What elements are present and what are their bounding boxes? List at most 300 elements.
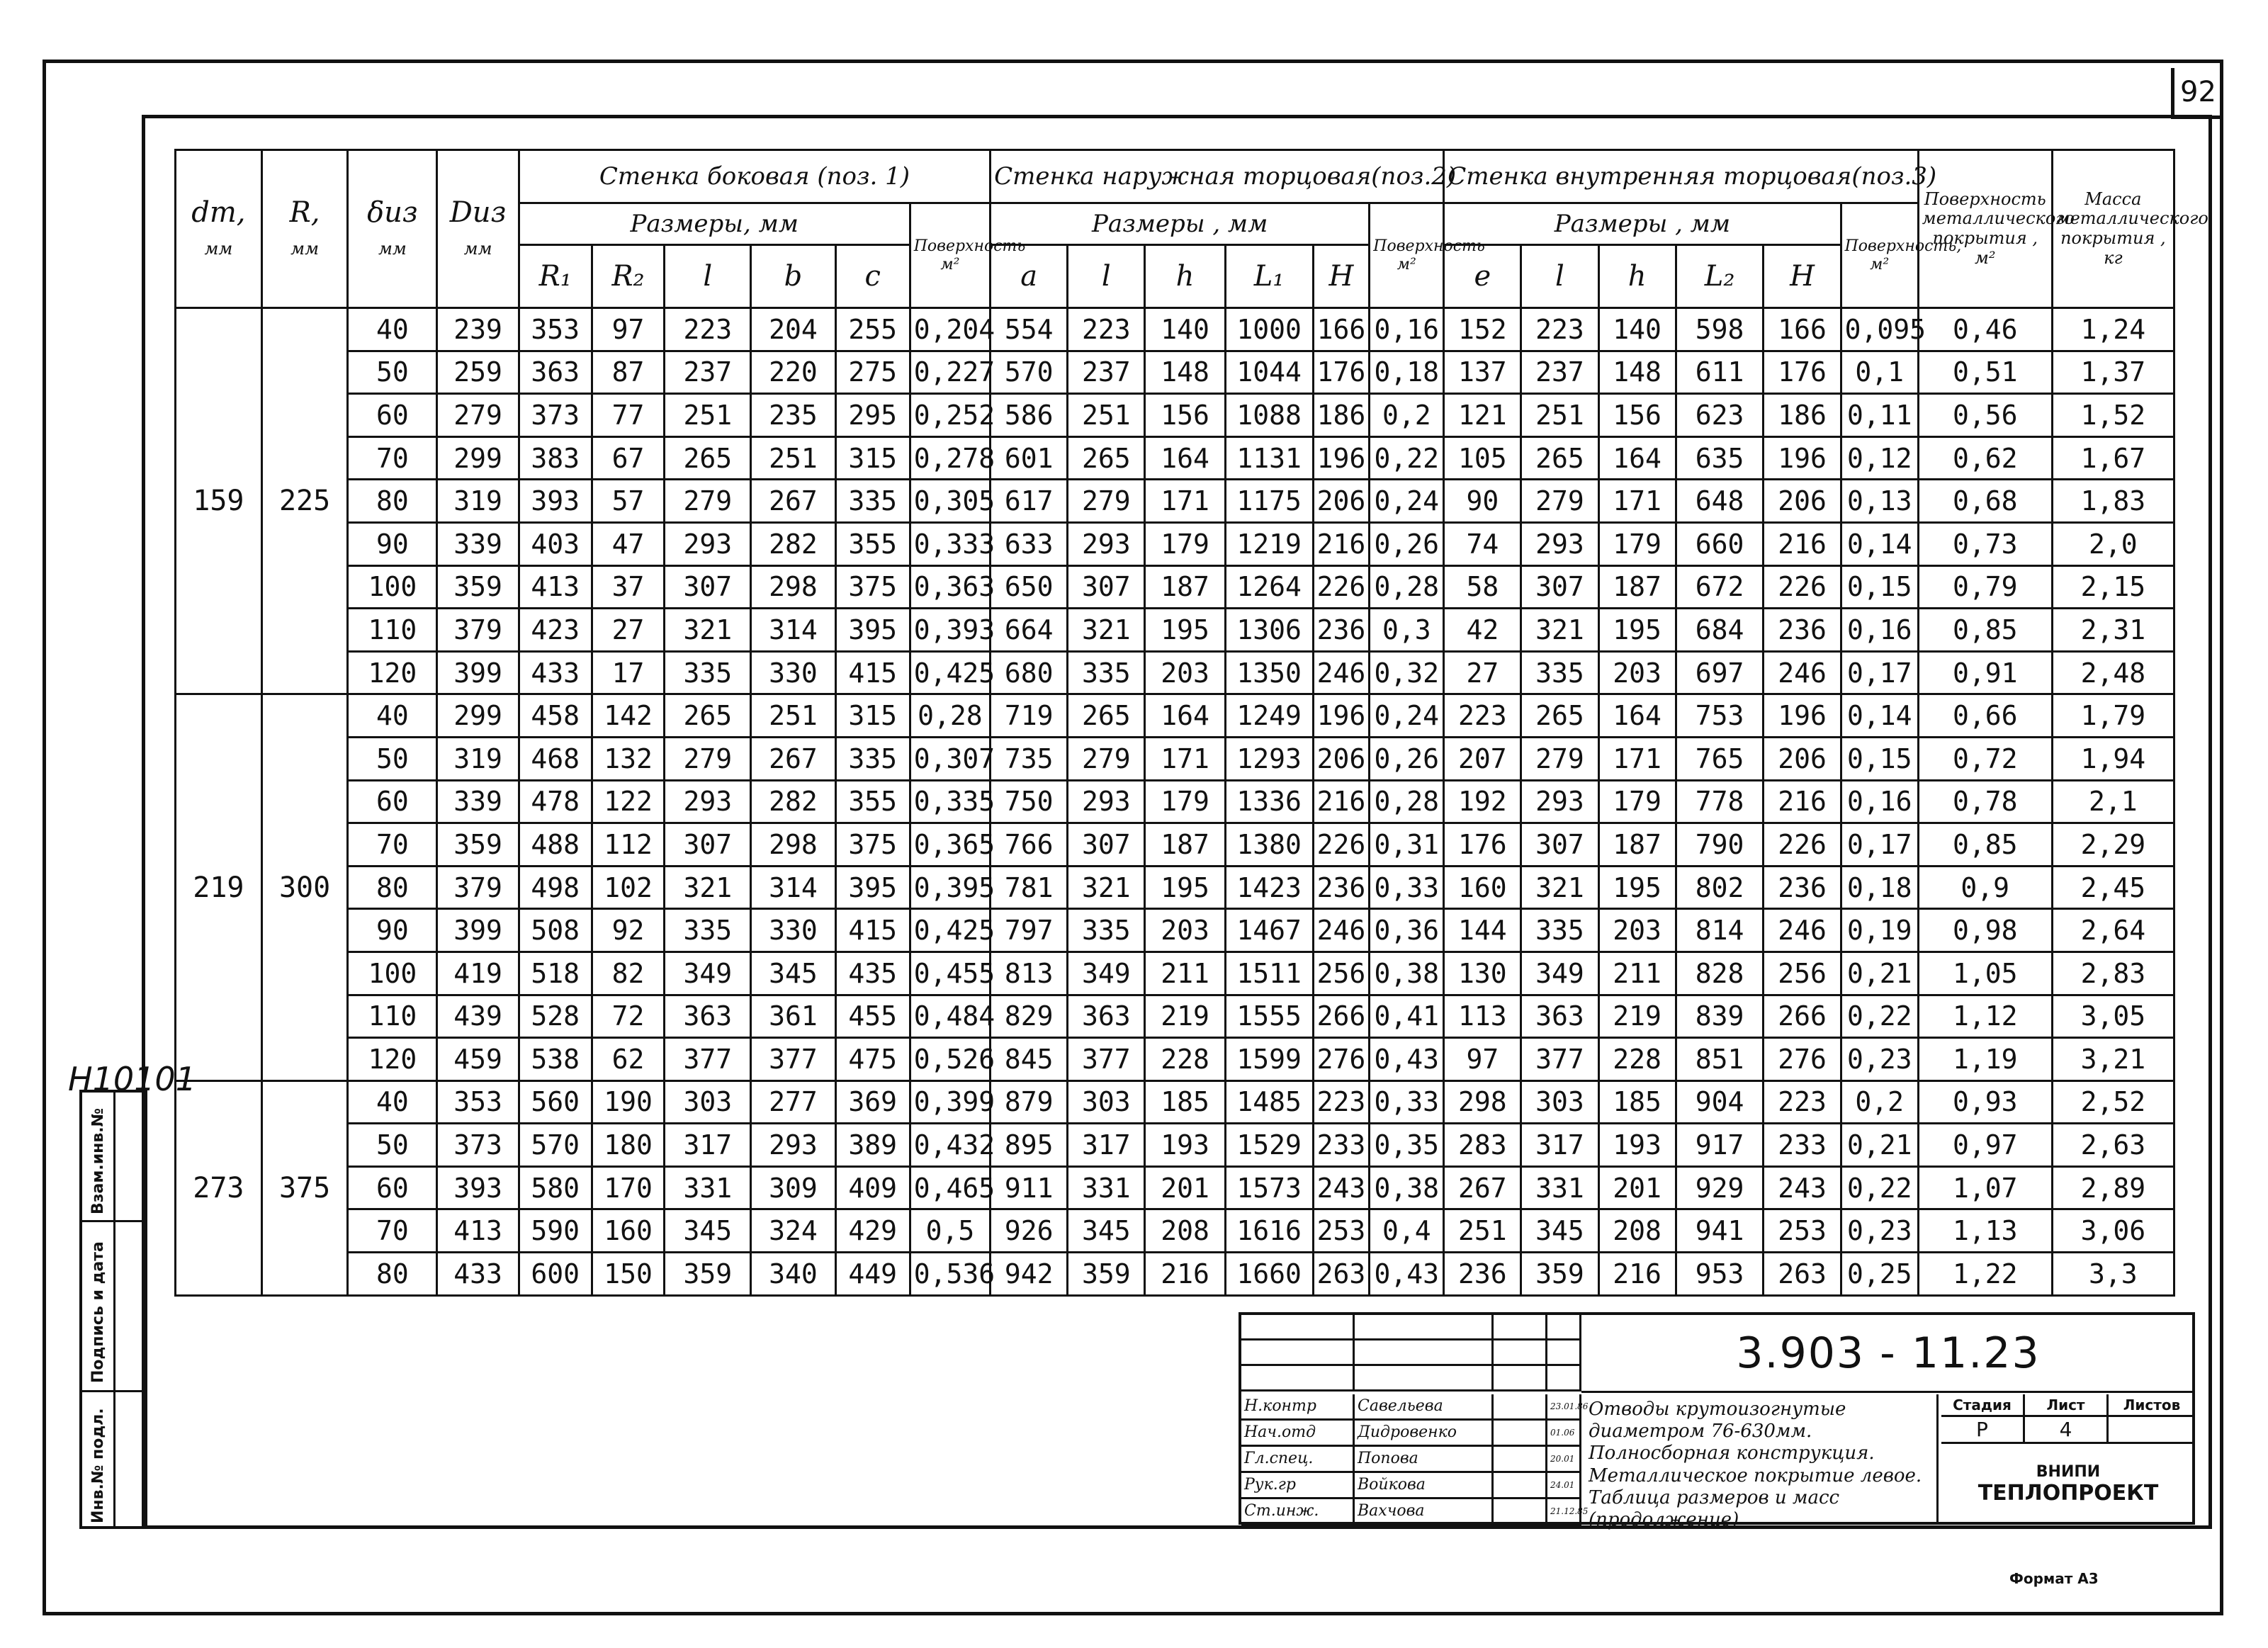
table-cell: 140 <box>1145 308 1225 351</box>
table-cell: 813 <box>991 952 1068 995</box>
table-cell: 0,5 <box>910 1209 990 1253</box>
table-cell: 277 <box>751 1080 836 1124</box>
table-cell: 279 <box>1521 737 1598 780</box>
col-h-outer: h <box>1145 245 1225 308</box>
table-cell: 256 <box>1313 952 1370 995</box>
header-side-wall: Стенка боковая (поз. 1) <box>519 150 990 203</box>
table-cell: 1467 <box>1225 909 1313 952</box>
table-cell: 598 <box>1676 308 1764 351</box>
header-surface-2: Поверхность м² <box>1370 203 1444 308</box>
table-cell: 735 <box>991 737 1068 780</box>
table-cell: 335 <box>1068 651 1145 694</box>
signer-date: 21.12.85 <box>1547 1499 1581 1525</box>
table-cell: 196 <box>1764 436 1841 480</box>
table-cell: 130 <box>1444 952 1521 995</box>
table-cell: 193 <box>1598 1124 1676 1167</box>
table-cell: 0,333 <box>910 522 990 565</box>
col-b: b <box>751 245 836 308</box>
header-surface-1: Поверхность м² <box>910 203 990 308</box>
table-cell: 475 <box>835 1038 910 1081</box>
table-cell: 498 <box>519 866 592 909</box>
table-cell: 0,227 <box>910 351 990 394</box>
signer-name: Войкова <box>1355 1473 1494 1499</box>
table-cell: 60 <box>348 394 437 437</box>
table-cell: 433 <box>437 1253 519 1296</box>
table-cell: 697 <box>1676 651 1764 694</box>
table-cell: 672 <box>1676 565 1764 609</box>
table-cell: 335 <box>835 480 910 523</box>
table-cell: 87 <box>592 351 665 394</box>
table-cell: 148 <box>1598 351 1676 394</box>
empty-cell <box>1547 1315 1581 1341</box>
table-cell: 2,89 <box>2052 1166 2174 1209</box>
table-cell: 335 <box>665 909 751 952</box>
table-cell: 2,63 <box>2052 1124 2174 1167</box>
table-cell: 100 <box>348 565 437 609</box>
signature-mark <box>1494 1421 1547 1447</box>
table-cell: 1175 <box>1225 480 1313 523</box>
col-l-inner: l <box>1521 245 1598 308</box>
table-row <box>176 909 2174 952</box>
table-cell: 303 <box>1521 1080 1598 1124</box>
table-cell: 851 <box>1676 1038 1764 1081</box>
table-cell: 2,31 <box>2052 609 2174 652</box>
table-cell: 415 <box>835 651 910 694</box>
table-cell: 192 <box>1444 780 1521 823</box>
table-cell: 1616 <box>1225 1209 1313 1253</box>
table-cell: 321 <box>665 609 751 652</box>
table-cell: 1599 <box>1225 1038 1313 1081</box>
table-cell: 246 <box>1764 909 1841 952</box>
table-cell: 413 <box>437 1209 519 1253</box>
table-cell: 379 <box>437 866 519 909</box>
table-cell: 2,15 <box>2052 565 2174 609</box>
table-cell: 1573 <box>1225 1166 1313 1209</box>
table-cell: 166 <box>1764 308 1841 351</box>
table-cell: 778 <box>1676 780 1764 823</box>
table-cell: 433 <box>519 651 592 694</box>
table-cell: 828 <box>1676 952 1764 995</box>
table-cell: 648 <box>1676 480 1764 523</box>
table-cell: 0,93 <box>1918 1080 2052 1124</box>
table-cell: 251 <box>1444 1209 1521 1253</box>
table-cell: 186 <box>1764 394 1841 437</box>
table-cell: 375 <box>835 565 910 609</box>
table-cell: 379 <box>437 609 519 652</box>
table-cell: 538 <box>519 1038 592 1081</box>
table-row <box>176 1124 2174 1167</box>
col-c: c <box>835 245 910 308</box>
table-cell: 279 <box>1521 480 1598 523</box>
table-cell: 265 <box>1521 694 1598 738</box>
table-cell: 0,24 <box>1370 480 1444 523</box>
table-cell: 0,425 <box>910 651 990 694</box>
table-cell: 237 <box>1521 351 1598 394</box>
table-cell: 1219 <box>1225 522 1313 565</box>
table-cell: 77 <box>592 394 665 437</box>
table-cell: 142 <box>592 694 665 738</box>
table-cell: 359 <box>437 565 519 609</box>
table-cell: 766 <box>991 823 1068 867</box>
table-cell: 0,85 <box>1918 823 2052 867</box>
table-cell: 321 <box>1521 866 1598 909</box>
table-cell: 317 <box>1068 1124 1145 1167</box>
table-cell: 926 <box>991 1209 1068 1253</box>
table-cell: 171 <box>1145 480 1225 523</box>
table-cell: 279 <box>665 480 751 523</box>
table-cell: 195 <box>1598 866 1676 909</box>
col-l: l <box>665 245 751 308</box>
table-cell: 941 <box>1676 1209 1764 1253</box>
table-cell: 1249 <box>1225 694 1313 738</box>
table-cell: 349 <box>1068 952 1145 995</box>
table-cell: 0,22 <box>1370 436 1444 480</box>
table-cell: 193 <box>1145 1124 1225 1167</box>
table-cell: 211 <box>1145 952 1225 995</box>
table-cell: 293 <box>1068 522 1145 565</box>
table-cell: 166 <box>1313 308 1370 351</box>
table-cell: 275 <box>835 351 910 394</box>
signature-mark <box>1494 1394 1547 1421</box>
table-cell: 110 <box>348 609 437 652</box>
table-cell: 1511 <box>1225 952 1313 995</box>
table-cell: 0,21 <box>1841 952 1918 995</box>
sheet-number: 92 <box>2171 68 2222 119</box>
table-cell: 0,46 <box>1918 308 2052 351</box>
table-cell: 187 <box>1145 565 1225 609</box>
table-cell: 1485 <box>1225 1080 1313 1124</box>
table-cell: 1350 <box>1225 651 1313 694</box>
sheet-label: Лист <box>2025 1394 2109 1417</box>
table-cell: 100 <box>348 952 437 995</box>
table-cell: 299 <box>437 694 519 738</box>
table-cell: 0,335 <box>910 780 990 823</box>
group-dt: 219 <box>176 694 262 1080</box>
table-cell: 233 <box>1764 1124 1841 1167</box>
table-cell: 335 <box>665 651 751 694</box>
table-cell: 0,252 <box>910 394 990 437</box>
table-cell: 0,19 <box>1841 909 1918 952</box>
table-cell: 0,15 <box>1841 565 1918 609</box>
table-cell: 560 <box>519 1080 592 1124</box>
table-cell: 1,83 <box>2052 480 2174 523</box>
group-dt: 159 <box>176 308 262 694</box>
table-cell: 1,05 <box>1918 952 2052 995</box>
table-cell: 349 <box>1521 952 1598 995</box>
organization <box>1941 1444 2195 1525</box>
table-cell: 1,22 <box>1918 1253 2052 1296</box>
table-cell: 314 <box>751 866 836 909</box>
table-cell: 419 <box>437 952 519 995</box>
empty-cell <box>1241 1315 1355 1341</box>
table-cell: 953 <box>1676 1253 1764 1296</box>
table-cell: 40 <box>348 694 437 738</box>
table-cell: 1,37 <box>2052 351 2174 394</box>
table-cell: 1660 <box>1225 1253 1313 1296</box>
table-cell: 2,48 <box>2052 651 2174 694</box>
table-cell: 797 <box>991 909 1068 952</box>
table-cell: 279 <box>1068 480 1145 523</box>
header-outer-end-wall: Стенка наружная торцовая(поз.2) <box>991 150 1444 203</box>
table-cell: 363 <box>1521 995 1598 1038</box>
table-cell: 303 <box>1068 1080 1145 1124</box>
table-cell: 911 <box>991 1166 1068 1209</box>
table-cell: 3,21 <box>2052 1038 2174 1081</box>
table-cell: 335 <box>1068 909 1145 952</box>
table-cell: 282 <box>751 780 836 823</box>
table-cell: 90 <box>348 522 437 565</box>
empty-cell <box>1355 1315 1494 1341</box>
table-cell: 1,67 <box>2052 436 2174 480</box>
table-cell: 105 <box>1444 436 1521 480</box>
table-cell: 299 <box>437 436 519 480</box>
signature-grid <box>1241 1315 1589 1528</box>
table-cell: 1529 <box>1225 1124 1313 1167</box>
table-cell: 113 <box>1444 995 1521 1038</box>
table-cell: 0,35 <box>1370 1124 1444 1167</box>
table-cell: 0,3 <box>1370 609 1444 652</box>
table-cell: 0,41 <box>1370 995 1444 1038</box>
table-cell: 223 <box>1521 308 1598 351</box>
table-cell: 393 <box>519 480 592 523</box>
table-cell: 331 <box>665 1166 751 1209</box>
table-cell: 0,13 <box>1841 480 1918 523</box>
col-r2: R₂ <box>592 245 665 308</box>
table-cell: 1336 <box>1225 780 1313 823</box>
table-cell: 0,12 <box>1841 436 1918 480</box>
header-inner-end-wall: Стенка внутренняя торцовая(поз.3) <box>1444 150 1919 203</box>
table-cell: 180 <box>592 1124 665 1167</box>
table-cell: 1131 <box>1225 436 1313 480</box>
signer-name: Попова <box>1355 1447 1494 1473</box>
table-cell: 377 <box>1521 1038 1598 1081</box>
title-block <box>1239 1312 2195 1530</box>
table-cell: 0,395 <box>910 866 990 909</box>
table-cell: 0,526 <box>910 1038 990 1081</box>
table-cell: 359 <box>437 823 519 867</box>
table-cell: 243 <box>1313 1166 1370 1209</box>
table-row <box>176 522 2174 565</box>
table-cell: 263 <box>1764 1253 1841 1296</box>
header-mass-metal: Масса металлического покрытия , кг <box>2052 150 2174 308</box>
table-cell: 353 <box>437 1080 519 1124</box>
table-cell: 403 <box>519 522 592 565</box>
table-cell: 164 <box>1598 694 1676 738</box>
table-cell: 2,1 <box>2052 780 2174 823</box>
table-row <box>176 823 2174 867</box>
table-cell: 3,05 <box>2052 995 2174 1038</box>
table-cell: 263 <box>1313 1253 1370 1296</box>
table-cell: 206 <box>1764 737 1841 780</box>
table-cell: 112 <box>592 823 665 867</box>
table-cell: 0,33 <box>1370 1080 1444 1124</box>
table-cell: 40 <box>348 1080 437 1124</box>
table-cell: 623 <box>1676 394 1764 437</box>
table-cell: 279 <box>665 737 751 780</box>
table-cell: 611 <box>1676 351 1764 394</box>
table-cell: 50 <box>348 1124 437 1167</box>
table-cell: 459 <box>437 1038 519 1081</box>
table-cell: 156 <box>1145 394 1225 437</box>
table-cell: 239 <box>437 308 519 351</box>
table-cell: 120 <box>348 651 437 694</box>
table-cell: 279 <box>437 394 519 437</box>
table-cell: 781 <box>991 866 1068 909</box>
table-cell: 617 <box>991 480 1068 523</box>
signer-name: Дидровенко <box>1355 1421 1494 1447</box>
table-cell: 814 <box>1676 909 1764 952</box>
table-cell: 0,31 <box>1370 823 1444 867</box>
table-cell: 389 <box>835 1124 910 1167</box>
table-cell: 0,15 <box>1841 737 1918 780</box>
table-cell: 122 <box>592 780 665 823</box>
table-cell: 160 <box>1444 866 1521 909</box>
table-cell: 276 <box>1764 1038 1841 1081</box>
table-cell: 121 <box>1444 394 1521 437</box>
col-hh-outer: H <box>1313 245 1370 308</box>
table-cell: 0,4 <box>1370 1209 1444 1253</box>
table-cell: 203 <box>1145 909 1225 952</box>
table-cell: 315 <box>835 694 910 738</box>
table-cell: 90 <box>348 909 437 952</box>
table-cell: 276 <box>1313 1038 1370 1081</box>
table-row <box>176 1080 2174 1124</box>
table-cell: 339 <box>437 780 519 823</box>
table-cell: 508 <box>519 909 592 952</box>
side-stamp <box>79 1090 147 1529</box>
table-cell: 315 <box>835 436 910 480</box>
table-cell: 929 <box>1676 1166 1764 1209</box>
table-row <box>176 694 2174 738</box>
table-cell: 120 <box>348 1038 437 1081</box>
table-cell: 321 <box>1068 609 1145 652</box>
signer-name: Вахчова <box>1355 1499 1494 1525</box>
table-cell: 3,3 <box>2052 1253 2174 1296</box>
table-cell: 321 <box>665 866 751 909</box>
table-cell: 223 <box>1313 1080 1370 1124</box>
table-cell: 298 <box>751 565 836 609</box>
table-cell: 0,2 <box>1841 1080 1918 1124</box>
table-cell: 570 <box>519 1124 592 1167</box>
table-cell: 0,51 <box>1918 351 2052 394</box>
table-cell: 208 <box>1598 1209 1676 1253</box>
table-cell: 314 <box>751 609 836 652</box>
table-cell: 321 <box>1068 866 1145 909</box>
table-cell: 0,28 <box>1370 565 1444 609</box>
table-cell: 190 <box>592 1080 665 1124</box>
table-cell: 97 <box>592 308 665 351</box>
header-r: R, мм <box>261 150 348 308</box>
table-cell: 349 <box>665 952 751 995</box>
table-cell: 196 <box>1313 436 1370 480</box>
table-cell: 439 <box>437 995 519 1038</box>
table-row <box>176 609 2174 652</box>
table-cell: 0,465 <box>910 1166 990 1209</box>
table-row <box>176 651 2174 694</box>
table-cell: 399 <box>437 651 519 694</box>
signer-date: 23.01.86 <box>1547 1394 1581 1421</box>
stamp-label-inv: Инв.№ подл. <box>89 1408 107 1523</box>
col-l2: L₂ <box>1676 245 1764 308</box>
table-cell: 228 <box>1145 1038 1225 1081</box>
table-cell: 355 <box>835 780 910 823</box>
table-cell: 0,85 <box>1918 609 2052 652</box>
header-sizes-1: Размеры, мм <box>519 203 910 245</box>
table-cell: 282 <box>751 522 836 565</box>
signer-name: Савельева <box>1355 1394 1494 1421</box>
table-cell: 228 <box>1598 1038 1676 1081</box>
table-cell: 110 <box>348 995 437 1038</box>
signer-role: Гл.спец. <box>1241 1447 1355 1473</box>
table-cell: 265 <box>665 436 751 480</box>
table-cell: 802 <box>1676 866 1764 909</box>
table-cell: 415 <box>835 909 910 952</box>
table-cell: 67 <box>592 436 665 480</box>
table-cell: 216 <box>1598 1253 1676 1296</box>
stage-value: Р <box>1941 1417 2025 1444</box>
table-cell: 1,24 <box>2052 308 2174 351</box>
table-cell: 2,45 <box>2052 866 2174 909</box>
table-cell: 0,14 <box>1841 522 1918 565</box>
table-cell: 790 <box>1676 823 1764 867</box>
table-cell: 0,16 <box>1370 308 1444 351</box>
signer-date: 24.01 <box>1547 1473 1581 1499</box>
table-cell: 255 <box>835 308 910 351</box>
header-delta-iz: δиз мм <box>348 150 437 308</box>
document-code: 3.903 - 11.23 <box>1581 1315 2195 1393</box>
table-cell: 293 <box>1521 522 1598 565</box>
table-cell: 80 <box>348 866 437 909</box>
table-cell: 237 <box>665 351 751 394</box>
table-cell: 1380 <box>1225 823 1313 867</box>
table-cell: 216 <box>1145 1253 1225 1296</box>
table-cell: 267 <box>751 480 836 523</box>
table-cell: 429 <box>835 1209 910 1253</box>
table-cell: 219 <box>1145 995 1225 1038</box>
table-cell: 650 <box>991 565 1068 609</box>
table-cell: 1,07 <box>1918 1166 2052 1209</box>
table-cell: 1555 <box>1225 995 1313 1038</box>
stage-table <box>1941 1394 2195 1444</box>
col-a: a <box>991 245 1068 308</box>
table-cell: 246 <box>1764 651 1841 694</box>
table-cell: 176 <box>1444 823 1521 867</box>
table-cell: 80 <box>348 1253 437 1296</box>
table-row <box>176 436 2174 480</box>
format-label: Формат А3 <box>2009 1570 2099 1587</box>
table-cell: 0,16 <box>1841 780 1918 823</box>
table-cell: 845 <box>991 1038 1068 1081</box>
table-cell: 0,9 <box>1918 866 2052 909</box>
signer-role: Нач.отд <box>1241 1421 1355 1447</box>
table-cell: 293 <box>751 1124 836 1167</box>
table-cell: 363 <box>665 995 751 1038</box>
table-cell: 187 <box>1598 565 1676 609</box>
empty-cell <box>1355 1341 1494 1366</box>
table-row <box>176 1253 2174 1296</box>
table-cell: 70 <box>348 436 437 480</box>
table-cell: 664 <box>991 609 1068 652</box>
table-cell: 478 <box>519 780 592 823</box>
table-cell: 395 <box>835 609 910 652</box>
table-cell: 298 <box>1444 1080 1521 1124</box>
sheets-value <box>2109 1417 2195 1444</box>
table-cell: 226 <box>1764 823 1841 867</box>
table-cell: 307 <box>665 565 751 609</box>
table-cell: 319 <box>437 480 519 523</box>
table-cell: 216 <box>1313 780 1370 823</box>
table-cell: 353 <box>519 308 592 351</box>
